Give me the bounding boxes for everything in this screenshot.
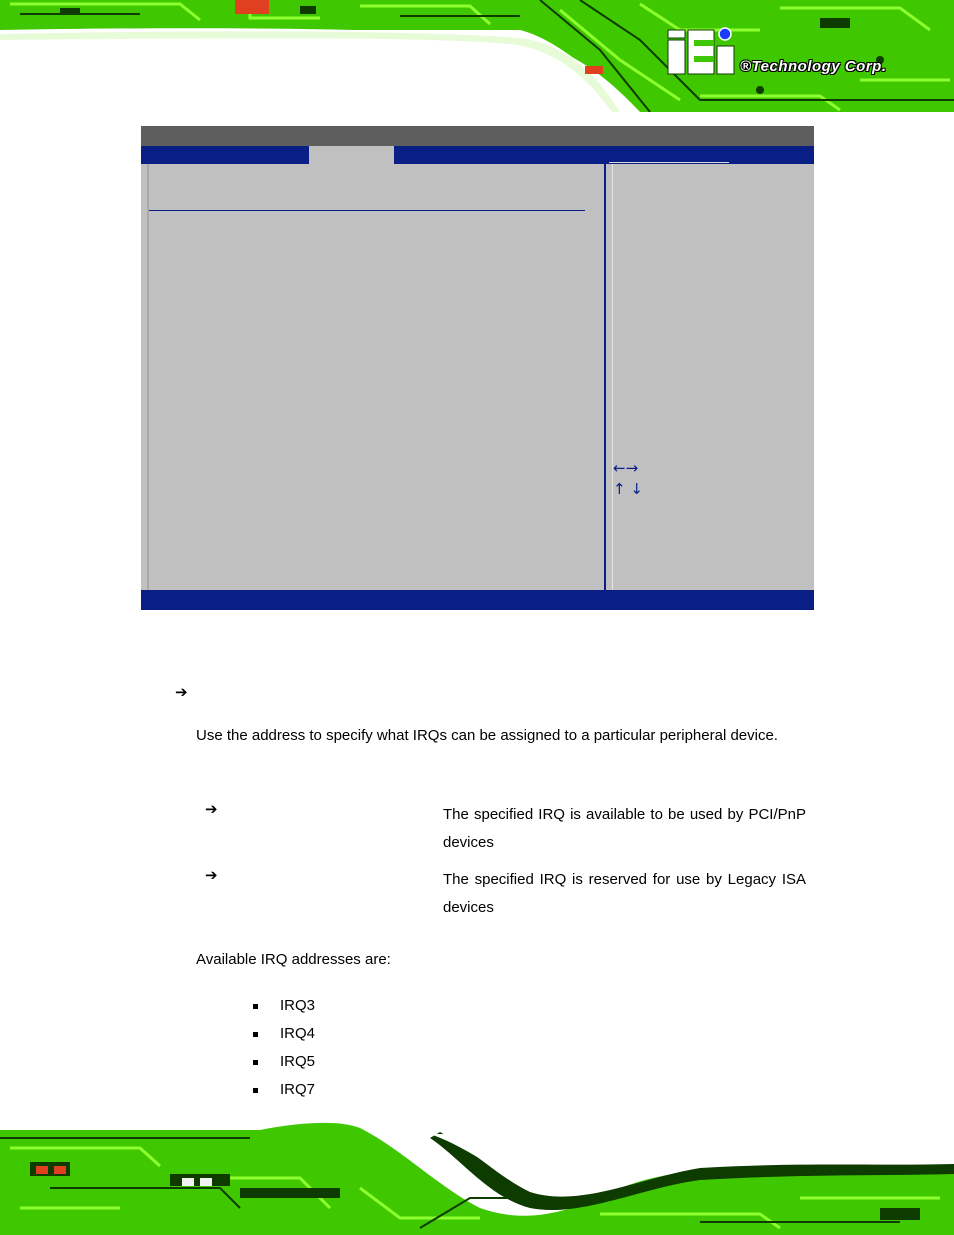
irq-list-item: IRQ4 [280, 1025, 316, 1042]
section-arrow-icon: ➔ [175, 683, 188, 701]
bios-help-border [612, 164, 613, 590]
irq-description-paragraph: Use the address to specify what IRQs can be assigned to a particular peripheral device. [196, 727, 778, 744]
bullet-icon [253, 1004, 258, 1009]
bios-separator-line [149, 210, 585, 211]
bullet-icon [253, 1032, 258, 1037]
irq-list-item: IRQ7 [280, 1081, 316, 1098]
page-header-banner [0, 0, 954, 112]
left-right-arrow-icon: ←→ [613, 459, 639, 477]
brand-tagline: ®Technology Corp. [740, 58, 887, 75]
bios-help-top-line [609, 162, 729, 163]
circuit-board-header-graphic [0, 0, 954, 112]
option-description-isa: The specified IRQ is reserved for use by Legacy ISA devices [443, 871, 806, 916]
bios-settings-panel [141, 164, 604, 590]
bullet-icon [253, 1060, 258, 1065]
bios-left-edge [147, 164, 149, 590]
option-arrow-icon: ➔ [205, 800, 218, 818]
irq-list-item: IRQ3 [280, 997, 316, 1014]
irq-list-item: IRQ5 [280, 1053, 316, 1070]
option-arrow-icon: ➔ [205, 866, 218, 884]
bios-status-bar [141, 590, 814, 610]
bios-active-tab[interactable] [309, 146, 394, 164]
available-irq-label: Available IRQ addresses are: [196, 951, 391, 968]
iei-logo [668, 28, 734, 74]
up-down-arrow-icon: ↑ ↓ [613, 480, 643, 498]
page-footer-banner [0, 1118, 954, 1235]
circuit-board-footer-graphic [0, 1118, 954, 1235]
option-description-pci: The specified IRQ is available to be used by PCI/PnP devices [443, 806, 806, 851]
bios-title-bar [141, 126, 814, 146]
bios-panel-divider [604, 164, 606, 590]
bios-setup-screen [141, 126, 814, 610]
bullet-icon [253, 1088, 258, 1093]
